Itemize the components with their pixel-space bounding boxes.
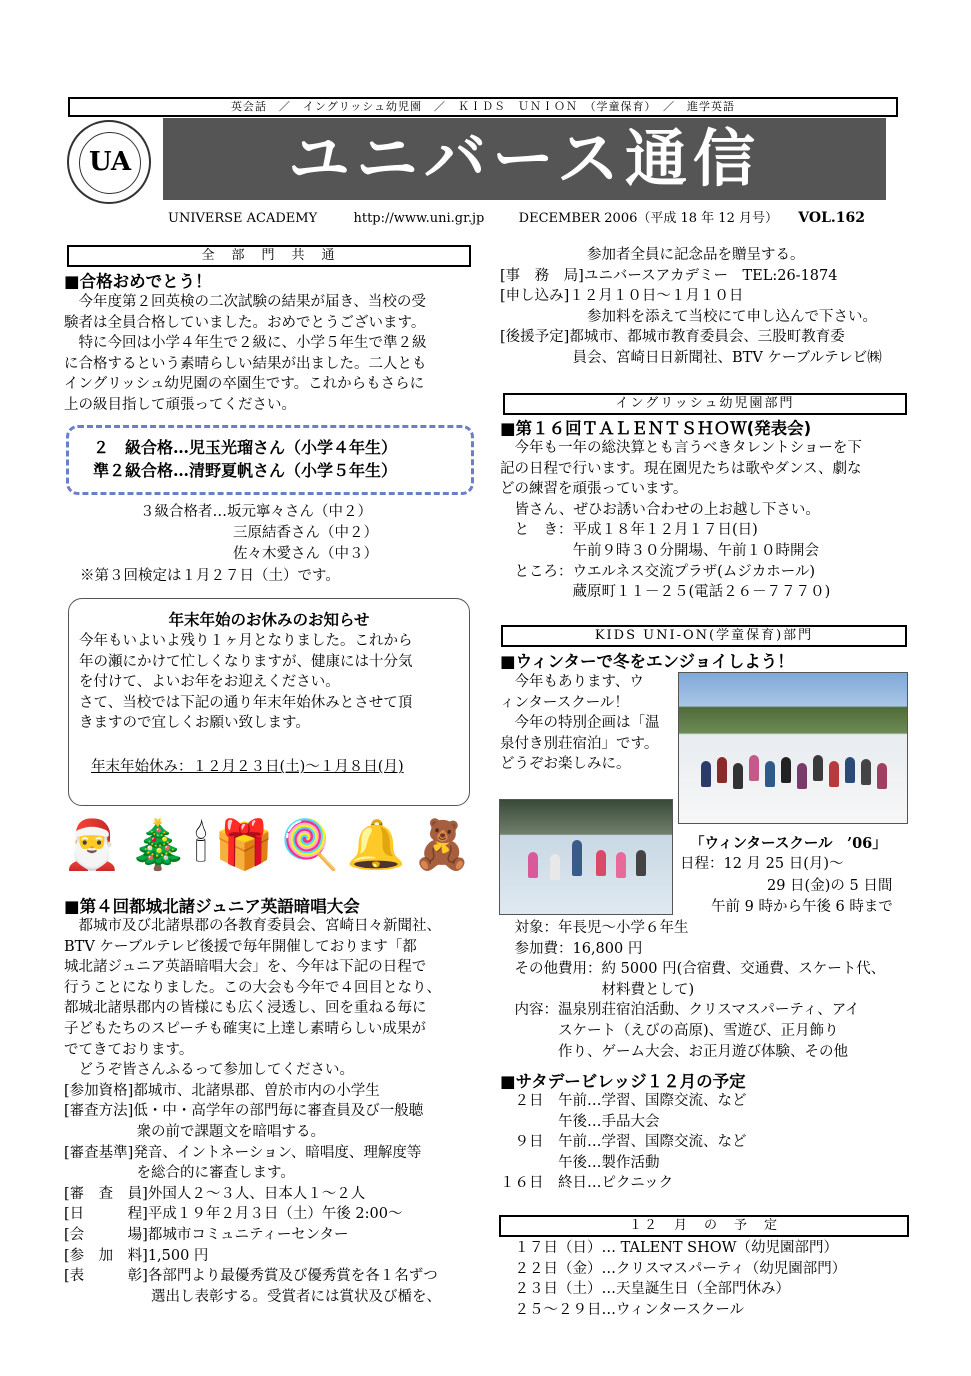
text-line: 年の瀬にかけて忙しくなりますが、健康には十分気 — [79, 653, 413, 670]
holiday-body — [79, 631, 413, 734]
text-line: でてきております。 — [64, 1041, 194, 1058]
text-line: ィンタースクール！ — [500, 694, 629, 711]
winter-intro — [500, 672, 660, 775]
logo-glyph: UA — [88, 147, 132, 177]
text-line: どの練習を頑張っています。 — [500, 481, 688, 498]
december-schedule — [500, 1238, 846, 1320]
text-line: [審 査 員]外国人２～３人、日本人１～２人 — [64, 1185, 366, 1202]
section-head-kids-union: KIDS UNI-ON(学童保育)部門 — [501, 625, 907, 647]
text-line: 内容：温泉別荘宿泊活動、クリスマスパーティ、アイ — [500, 1002, 860, 1019]
winter-schedule-3: 午前 9 時から午後 6 時まで — [711, 899, 893, 915]
pass-body — [64, 292, 427, 416]
text-line: 参加料を添えて当校にて申し込んで下さい。 — [500, 308, 877, 325]
text-line: 作り、ゲーム大会、お正月遊び体験、その他 — [500, 1043, 848, 1060]
text-line: 今年の特別企画は「温 — [500, 715, 660, 732]
text-line: 上の級目指して頑張ってください。 — [64, 396, 296, 413]
winter-title: ■ウィンターで冬をエンジョイしよう！ — [500, 652, 794, 671]
text-line: イングリッシュ幼児園の卒園生です。これからもさらに — [64, 376, 425, 393]
text-line: さて、当校では下記の通り年末年始休みとさせて頂 — [79, 694, 413, 711]
text-line: ２３日（土）…天皇誕生日（全部門休み） — [500, 1281, 790, 1298]
text-line: 子どもたちのスピーチも確実に上達し素晴らしい成果が — [64, 1020, 426, 1037]
text-line: 験者は全員合格していました。おめでとうございます。 — [64, 314, 426, 331]
saturday-village-title: ■サタデービレッジ１２月の予定 — [500, 1072, 746, 1091]
text-line: 行うことになりました。この大会も今年で４回目となり、 — [64, 979, 441, 996]
talent-show-body — [500, 438, 862, 603]
saturday-village-body — [500, 1091, 747, 1194]
text-line: BTV ケーブルテレビ後援で毎年開催しております「都 — [64, 938, 417, 955]
grade3-note: ※第３回検定は１月２７日（土）です。 — [80, 568, 340, 584]
text-line: 泉付き別荘宿泊」です。 — [500, 735, 659, 752]
teddy-bear-icon: 🧸 — [412, 817, 472, 873]
text-line: 員会、宮崎日日新聞社、BTV ケーブルテレビ㈱ — [500, 349, 882, 366]
text-line: 都城北諸県郡内の皆様にも広く浸透し、回を重ねる毎に — [64, 1000, 427, 1017]
text-line: 城北諸ジュニア英語暗唱大会」を、今年は下記の日程で — [64, 959, 427, 976]
text-line: どうぞ皆さんふるって参加してください。 — [64, 1062, 354, 1079]
highlight-line: 準２級合格…清野夏帆さん（小学５年生） — [93, 461, 398, 480]
text-line: を付けて、よいお年をお迎えください。 — [79, 674, 340, 691]
text-line: ２２日（金）…クリスマスパーティ（幼児園部門） — [500, 1260, 847, 1277]
volume-number: VOL.162 — [798, 210, 866, 226]
section-head-december: １２ 月 の 予 定 — [499, 1215, 909, 1237]
website-url: http://www.uni.gr.jp — [353, 211, 485, 226]
text-line: [審査基準]発音、イントネーション、暗唱度、理解度等 — [64, 1144, 422, 1161]
text-line: どうぞお楽しみに。 — [500, 756, 631, 773]
text-line: 記の日程で行います。現在園児たちは歌やダンス、劇な — [500, 460, 862, 477]
text-line: [後援予定]都城市、都城市教育委員会、三股町教育委 — [500, 329, 845, 346]
pass-title: ■合格おめでとう！ — [64, 272, 212, 291]
section-head-all: 全 部 門 共 通 — [67, 245, 471, 267]
academy-name: UNIVERSE ACADEMY — [168, 211, 318, 226]
talent-show-title: ■第１６回ＴＡＬＥＮＴＳＨＯＷ(発表会) — [500, 419, 812, 438]
title-banner — [163, 118, 886, 200]
issue-date: DECEMBER 2006（平成 18 年 12 月号） — [518, 211, 778, 226]
highlight-line: ２ 級合格…児玉光瑠さん（小学４年生） — [93, 438, 398, 457]
winter-schedule-2: 29 日(金)の 5 日間 — [767, 878, 893, 894]
header-topbar: 英会話 ／ イングリッシュ幼児園 ／ ＫＩＤＳ ＵＮＩＯＮ （学童保育） ／ 進学英語 — [68, 97, 898, 117]
text-line: 今年も一年の総決算とも言うべきタレントショーを下 — [500, 440, 862, 456]
candle-icon: 🕯 — [194, 817, 208, 873]
text-line: [日 程]平成１９年２月３日（土）午後 2:00～ — [64, 1206, 403, 1223]
contest-title: ■第４回都城北諸ジュニア英語暗唱大会 — [64, 897, 360, 916]
text-line: ２日 午前…学習、国際交流、など — [500, 1093, 747, 1109]
text-line: きますので宜しくお願い致します。 — [79, 715, 310, 732]
text-line: [参 加 料]1,500 円 — [64, 1247, 209, 1264]
header-subline — [168, 207, 865, 226]
text-line: その他費用：約 5000 円(合宿費、交通費、スケート代、 — [500, 961, 886, 978]
text-line: [事 務 局]ユニバースアカデミー TEL:26-1874 — [500, 267, 838, 284]
grade3-line3: 佐々木愛さん（中３） — [233, 546, 378, 562]
christmas-decorations — [62, 817, 472, 873]
text-line: 今年もいよいよ残り１ヶ月となりました。これから — [79, 633, 413, 649]
holiday-dates: 年末年始休み：１２月２３日(土)～１月８日(月) — [91, 759, 404, 775]
winter-schedule-1: 日程：12 月 25 日(月)～ — [680, 856, 844, 872]
santa-icon: 🎅 — [62, 817, 122, 873]
section-head-kindergarten: イングリッシュ幼児園部門 — [503, 393, 907, 415]
text-line: 対象：年長児～小学６年生 — [500, 920, 689, 936]
holiday-title: 年末年始のお休みのお知らせ — [168, 610, 370, 629]
text-line: [参加資格]都城市、北諸県郡、曽於市内の小学生 — [64, 1082, 380, 1099]
text-line: 特に今回は小学４年生で２級に、小学５年生で準２級 — [64, 335, 427, 352]
winter-group-photo — [678, 672, 908, 824]
text-line: [表 彰]各部門より最優秀賞及び優秀賞を各１名ずつ — [64, 1268, 438, 1285]
candy-cane-icon: 🍭 — [280, 817, 340, 873]
text-line: 皆さん、ぜひお誘い合わせの上お越し下さい。 — [500, 501, 820, 518]
text-line: 午前９時３０分開場、午前１０時開会 — [500, 542, 819, 559]
grade3-line1: ３級合格者…坂元寧々さん（中２） — [140, 504, 372, 520]
text-line: １６日 終日…ピクニック — [500, 1175, 674, 1192]
text-line: 参加費：16,800 円 — [500, 940, 643, 957]
bell-icon: 🔔 — [346, 817, 406, 873]
christmas-tree-icon: 🎄 — [128, 817, 188, 873]
ice-skating-photo — [499, 799, 673, 915]
academy-logo — [67, 120, 151, 204]
text-line: ところ：ウエルネス交流プラザ(ムジカホール) — [500, 563, 816, 580]
text-line: ２５～２９日…ウィンタースクール — [500, 1301, 745, 1318]
grade3-line2: 三原結香さん（中２） — [233, 525, 378, 541]
pass-highlight-box — [66, 425, 474, 495]
text-line: と き：平成１８年１２月１７日(日) — [500, 522, 758, 539]
text-line: 蔵原町１１－２５(電話２６－７７７０) — [500, 584, 831, 601]
text-line: 都城市及び北諸県郡の各教育委員会、宮崎日々新聞社、 — [64, 918, 441, 934]
winter-details — [500, 918, 885, 1062]
text-line: [審査方法]低・中・高学年の部門毎に審査員及び一般聴 — [64, 1103, 424, 1120]
page-title: ユニバース通信 — [288, 122, 761, 195]
text-line: [申し込み]１２月１０日～１月１０日 — [500, 288, 744, 305]
text-line: ９日 午前…学習、国際交流、など — [500, 1134, 747, 1151]
text-line: 衆の前で課題文を暗唱する。 — [64, 1123, 325, 1140]
gift-box-icon: 🎁 — [214, 817, 274, 873]
text-line: に合格するという素晴らしい結果が出ました。二人とも — [64, 355, 427, 372]
logo-inner-ring — [79, 132, 141, 194]
text-line: 午後…手品大会 — [500, 1113, 660, 1130]
contest-continued — [500, 245, 882, 369]
text-line: １７日（日）… TALENT SHOW（幼児園部門） — [500, 1240, 839, 1256]
contest-body — [64, 916, 441, 1307]
text-line: 今年もあります、ウ — [500, 674, 644, 690]
text-line: 今年度第２回英検の二次試験の結果が届き、当校の受 — [64, 294, 426, 310]
text-line: 材料費として) — [500, 981, 695, 998]
holiday-notice-box — [68, 598, 470, 806]
text-line: 選出し表彰する。受賞者には賞状及び楯を、 — [64, 1288, 441, 1305]
text-line: 午後…製作活動 — [500, 1154, 660, 1171]
winter-caption: 「ウィンタースクール ’06」 — [690, 835, 887, 852]
text-line: [会 場]都城市コミュニティーセンター — [64, 1226, 349, 1243]
text-line: 参加者全員に記念品を贈呈する。 — [500, 247, 805, 263]
text-line: スケート（えびの高原)、雪遊び、正月飾り — [500, 1022, 839, 1039]
text-line: を総合的に審査します。 — [64, 1165, 295, 1182]
